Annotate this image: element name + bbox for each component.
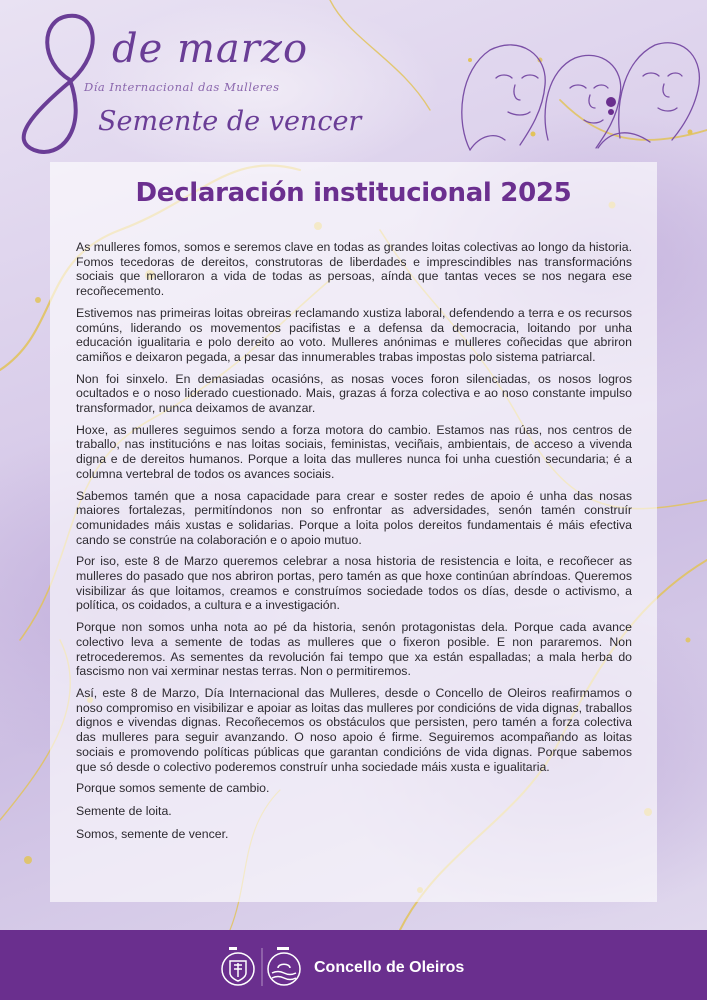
paragraph: As mulleres fomos, somos e seremos clave en todas as grandes loitas colectivas ao longo da historia. Fomos tecedoras de dereitos, construtoras de liberdades e imprescindibles nas transformacións sociais que melloraron a vida de todas as persoas, aínda que tantas veces se nos negara ese recoñecemento.	[76, 240, 632, 299]
header-date: de marzo	[112, 26, 309, 72]
paragraph: Non foi sinxelo. En demasiadas ocasións, as nosas voces foron silenciadas, os nosos logros ocultados e o noso liderado cuestionado. Mais, grazas á forza colectiva e ao noso constante impulso transformador, nunca deixamos de avanzar.	[76, 371, 632, 416]
coat-of-arms-icon	[222, 947, 254, 985]
header-slogan: Semente de vencer	[98, 106, 362, 137]
closing-line: Porque somos semente de cambio.	[76, 781, 270, 796]
paragraph: Porque non somos unha nota ao pé da historia, senón protagonistas dela. Porque cada avance colectivo leva a semente de todas as mulleres que o fixeron posible. E non pararemos. Non retrocederemos. As sementes da revolución fai tempo que xa están espalladas; a mala herba do fascismo non vai xerminar nestas terras. Non o permitiremos.	[76, 620, 632, 679]
paragraph: Hoxe, as mulleres seguimos sendo a forza motora do cambio. Estamos nas rúas, nos centros de traballo, nas institucións e nas loitas sociais, feministas, veciñais, ambientais, de acceso a vivenda digna e de dereitos humanos. Porque a loita das mulleres nunca foi unha cuestión secundaria; é a columna vertebral de todos os avances sociais.	[76, 422, 632, 481]
concello-oleiros-logo-icon	[268, 947, 300, 985]
document-title: Declaración institucional 2025	[135, 178, 572, 208]
paragraph: Sabemos tamén que a nosa capacidade para crear e soster redes de apoio é unha das nosas maiores fortalezas, permitíndonos non so enfrontar as adversidades, senón tamén construír comunidades máis xustas e solidarias. Porque a loita polos dereitos fundamentais é máis efectiva cando se constrúe na colaboración e o apoio mutuo.	[76, 488, 632, 547]
paragraph: Estivemos nas primeiras loitas obreiras reclamando xustiza laboral, defendendo a terra e os recursos comúns, liderando os movementos pacifistas e a defensa da democracia, loitando por unha educación igualitaria e polo dereito ao voto. Mulleres anónimas e mulleres coñecidas que abriron camiños e deixaron pegada, a pesar das innumerables trabas impostas polo sistema patriarcal.	[76, 305, 632, 364]
big-eight-icon	[24, 16, 93, 152]
declaration-body	[76, 240, 632, 849]
paragraph: Así, este 8 de Marzo, Día Internacional das Mulleres, desde o Concello de Oleiros reafirmamos o noso compromiso en visibilizar e apoiar as loitas das mulleres por condicións de vida dignas, traballos dignos e vivendas dignas. Recoñecemos os obstáculos que persisten, pero tamén a forza colectiva das mulleres para seguir avanzando. O noso apoio é firme. Seguiremos acompañando as loitas sociais e promovendo políticas públicas que garantan condicións de vida dignas. Porque sabemos que só desde o colectivo poderemos construír unha sociedade máis xusta e igualitaria.	[76, 685, 632, 774]
footer-logos	[220, 942, 310, 988]
paragraph: Por iso, este 8 de Marzo queremos celebrar a nosa historia de resistencia e loita, e recoñecer as mulleres do pasado que nos abriron portas, pero tamén as que hoxe continúan abríndoas. Queremos visibilizar ás que loitamos, creamos e construímos sociedade todos os días, desde o activismo, a política, os coidados, a cultura e a investigación.	[76, 554, 632, 613]
women-line-art-icon	[462, 43, 700, 150]
closing-line: Somos, semente de vencer.	[76, 826, 229, 841]
header-subtitle: Día Internacional das Mulleres	[84, 80, 280, 94]
header-banner	[0, 0, 707, 160]
footer-bar	[0, 930, 707, 1000]
organization-name: Concello de Oleiros	[314, 959, 465, 976]
closing-line: Semente de loita.	[76, 803, 172, 818]
